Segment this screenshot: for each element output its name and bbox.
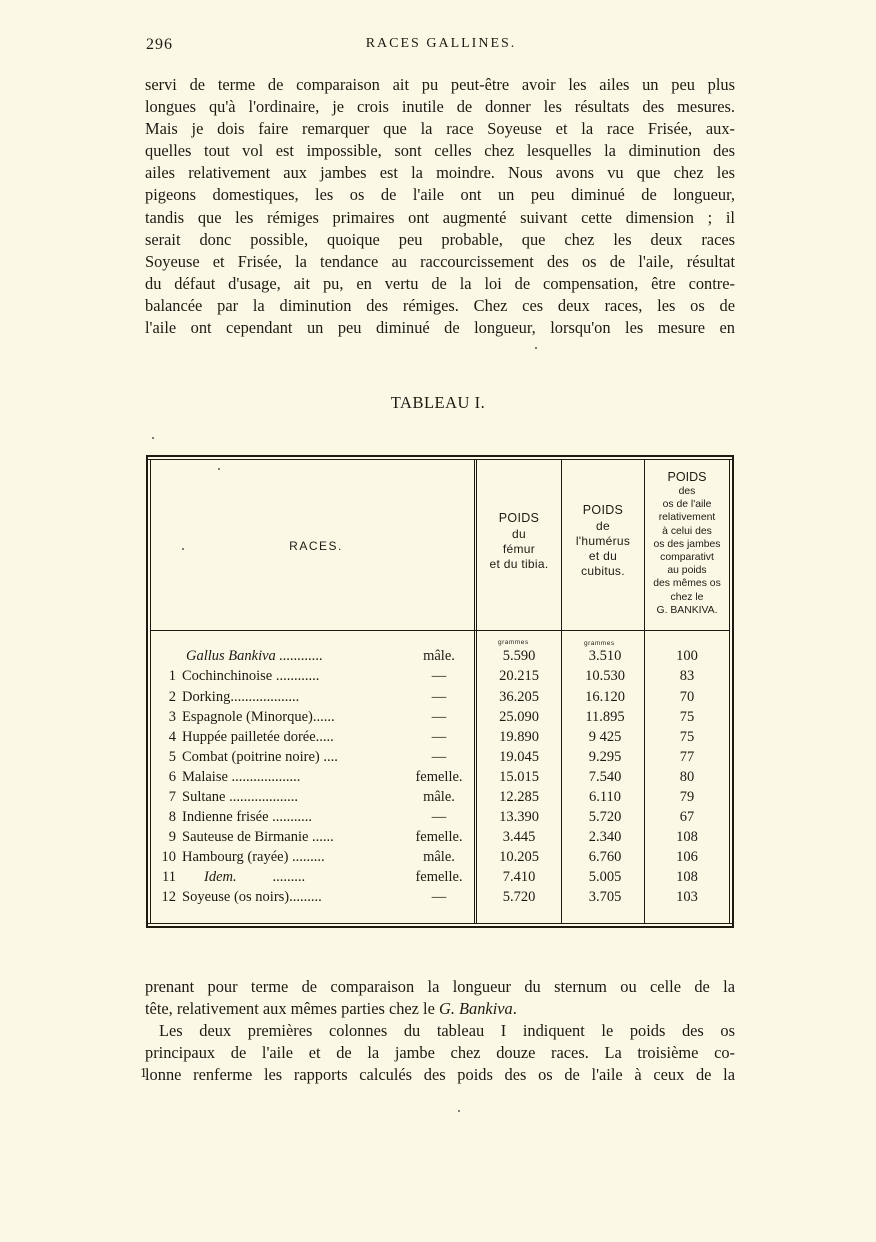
race-name: Malaise ...................: [182, 769, 301, 785]
relative-weight: 100: [676, 648, 698, 664]
text-line: quelles tout vol est impossible, sont celles chez lesquelles la diminution des: [145, 141, 735, 161]
text-line: prenant pour terme de comparaison la longueur du sternum ou celle de la: [145, 977, 735, 996]
table-row: [146, 769, 734, 789]
race-name: Combat (poitrine noire) ....: [182, 749, 338, 765]
paragraph-bottom: [145, 976, 735, 1086]
race-name: Sultane ...................: [182, 789, 298, 805]
femur-tibia-weight: 5.590: [502, 648, 536, 664]
text-line: serait donc possible, quoique peu probable, que chez les deux races: [145, 229, 735, 249]
header-line: et du: [588, 549, 618, 563]
text-line: l'aile ont cependant un peu diminué de longueur, lorsqu'on les mesure en: [145, 318, 735, 338]
data-table: [146, 455, 734, 928]
text-line: tandis que les rémiges primaires ont augmenté suivant cette dimension ; il: [145, 207, 735, 227]
units-label: grammes: [584, 640, 615, 647]
table-title: TABLEAU I.: [390, 393, 486, 412]
header-col2: [562, 502, 644, 579]
paragraph-top: [145, 74, 735, 339]
header-line: au poids: [667, 565, 707, 577]
header-line: des: [678, 486, 696, 497]
femur-tibia-weight: 7.410: [502, 869, 536, 885]
sex: femelle.: [415, 829, 463, 845]
relative-weight: 70: [679, 689, 695, 705]
femur-tibia-weight: 12.285: [499, 789, 539, 805]
text-line: Mais je dois faire remarquer que la race Soyeuse et la race Frisée, aux-: [145, 119, 735, 139]
page-number: 296: [146, 36, 173, 53]
header-line: l'humérus: [575, 534, 631, 548]
relative-weight: 79: [679, 789, 695, 805]
table-row: [146, 809, 734, 829]
header-line: os de l'aile: [662, 499, 712, 511]
femur-tibia-weight: 25.090: [499, 709, 539, 725]
row-number: 11: [162, 869, 176, 885]
header-line: de: [596, 519, 610, 533]
relative-weight: 103: [676, 889, 698, 905]
row-number: 1: [168, 668, 176, 684]
speck: [535, 347, 537, 349]
race-name: Cochinchinoise ............: [182, 668, 320, 684]
sex: femelle.: [415, 869, 463, 885]
margin-mark: 1: [140, 1066, 147, 1081]
humerus-cubitus-weight: 5.005: [588, 869, 622, 885]
race-name: Soyeuse (os noirs).........: [182, 889, 322, 905]
table-row: [146, 749, 734, 769]
race-name: Dorking...................: [182, 689, 300, 705]
race-name: Espagnole (Minorque)......: [182, 709, 335, 725]
race-name: Gallus Bankiva ............: [186, 648, 323, 664]
table-row: [146, 789, 734, 809]
humerus-cubitus-weight: 5.720: [588, 809, 622, 825]
table-row: [146, 889, 734, 909]
sex: —: [431, 709, 447, 725]
text-line: longues qu'à l'ordinaire, je crois inutile de donner les résultats des mesures.: [145, 97, 735, 117]
header-line: et du tibia.: [489, 557, 549, 571]
row-number: 9: [168, 829, 176, 845]
sex: —: [431, 689, 447, 705]
femur-tibia-weight: 13.390: [499, 809, 539, 825]
header-col3: [645, 469, 729, 617]
header-line: POIDS: [667, 470, 707, 484]
header-line: à celui des: [662, 525, 712, 537]
table-rule: [146, 926, 734, 928]
header-line: comparativt: [660, 552, 714, 564]
table-row: [146, 709, 734, 729]
running-title: RACES GALLINES.: [365, 36, 517, 51]
speck: [458, 1110, 460, 1112]
text-line: pigeons domestiques, les os de l'aile ont un peu diminué de longueur,: [145, 185, 735, 205]
humerus-cubitus-weight: 6.110: [588, 789, 622, 805]
femur-tibia-weight: 19.045: [499, 749, 539, 765]
row-number: 2: [168, 689, 176, 705]
humerus-cubitus-weight: 9.295: [588, 749, 622, 765]
table-row: [146, 668, 734, 688]
relative-weight: 108: [676, 829, 698, 845]
table-row: [146, 689, 734, 709]
sex: —: [431, 729, 447, 745]
table-rule: [151, 630, 729, 631]
table-row: [146, 729, 734, 749]
table-row: [146, 829, 734, 849]
header-line: os des jambes: [653, 538, 721, 550]
femur-tibia-weight: 5.720: [502, 889, 536, 905]
text-line: du défaut d'usage, ait pu, en vertu de la loi de compensation, être contre-: [145, 273, 735, 293]
header-line: des mêmes os: [653, 578, 721, 590]
relative-weight: 83: [679, 668, 695, 684]
units-label: grammes: [498, 639, 529, 646]
text-line: tête, relativement aux mêmes parties chez le G. Bankiva.: [145, 999, 517, 1019]
humerus-cubitus-weight: 2.340: [588, 829, 622, 845]
text-line: Les deux premières colonnes du tableau I indiquent le poids des os: [159, 1021, 735, 1041]
header-line: du: [512, 527, 526, 541]
header-col1: [477, 510, 561, 572]
sex: —: [431, 809, 447, 825]
humerus-cubitus-weight: 3.705: [588, 889, 622, 905]
text-line: ailes relativement aux jambes est la moindre. Nous avons vu que chez les: [145, 163, 735, 183]
header-line: G. BANKIVA.: [656, 604, 718, 616]
header-line: cubitus.: [581, 564, 625, 578]
humerus-cubitus-weight: 10.530: [585, 668, 625, 684]
sex: femelle.: [415, 769, 463, 785]
table-row: [146, 648, 734, 668]
row-number: 4: [168, 729, 176, 745]
table-rule: [146, 459, 734, 460]
header-races: RACES.: [289, 539, 343, 553]
text-line: lonne renferme les rapports calculés des poids des os de l'aile à ceux de la: [145, 1065, 735, 1085]
table-rule: [146, 923, 734, 924]
relative-weight: 75: [679, 729, 695, 745]
header-line: POIDS: [582, 503, 624, 517]
race-name: Hambourg (rayée) .........: [182, 849, 325, 865]
race-name: Huppée pailletée dorée.....: [182, 729, 334, 745]
table-row: [146, 849, 734, 869]
row-number: 7: [168, 789, 176, 805]
row-number: 3: [168, 709, 176, 725]
header-line: chez le: [670, 591, 704, 603]
row-number: 8: [168, 809, 176, 825]
femur-tibia-weight: 3.445: [502, 829, 536, 845]
femur-tibia-weight: 19.890: [499, 729, 539, 745]
sex: —: [431, 749, 447, 765]
sex: —: [431, 668, 447, 684]
text-line: balancée par la diminution des rémiges. Chez ces deux races, les os de: [145, 295, 735, 315]
femur-tibia-weight: 36.205: [499, 689, 539, 705]
table-rule: [146, 455, 734, 457]
sex: mâle.: [423, 648, 455, 664]
header-line: relativement: [658, 512, 716, 524]
header-line: fémur: [502, 542, 536, 556]
relative-weight: 108: [676, 869, 698, 885]
race-name: Idem. .........: [204, 869, 306, 885]
race-name: Indienne frisée ...........: [182, 809, 313, 825]
humerus-cubitus-weight: 16.120: [585, 689, 625, 705]
text-line: principaux de l'aile et de la jambe chez douze races. La troisième co-: [145, 1043, 735, 1063]
relative-weight: 67: [679, 809, 695, 825]
row-number: 12: [161, 889, 176, 905]
humerus-cubitus-weight: 7.540: [588, 769, 622, 785]
page-header: [146, 36, 736, 60]
relative-weight: 77: [679, 749, 695, 765]
humerus-cubitus-weight: 3.510: [588, 648, 622, 664]
humerus-cubitus-weight: 11.895: [585, 709, 625, 725]
row-number: 5: [168, 749, 176, 765]
table-row: [146, 869, 734, 889]
speck: [152, 437, 154, 439]
row-number: 6: [168, 769, 176, 785]
relative-weight: 75: [679, 709, 695, 725]
femur-tibia-weight: 15.015: [499, 769, 539, 785]
speck: [218, 468, 220, 470]
row-number: 10: [161, 849, 176, 865]
sex: mâle.: [423, 789, 455, 805]
speck: [182, 548, 184, 550]
header-line: POIDS: [498, 511, 540, 525]
femur-tibia-weight: 10.205: [499, 849, 539, 865]
text-line: Soyeuse et Frisée, la tendance au raccourcissement des os de l'aile, résultat: [145, 251, 735, 271]
humerus-cubitus-weight: 6.760: [588, 849, 622, 865]
race-name: Sauteuse de Birmanie ......: [182, 829, 334, 845]
relative-weight: 80: [679, 769, 695, 785]
sex: mâle.: [423, 849, 455, 865]
humerus-cubitus-weight: 9 425: [588, 729, 622, 745]
relative-weight: 106: [676, 849, 698, 865]
femur-tibia-weight: 20.215: [499, 668, 539, 684]
text-line: servi de terme de comparaison ait pu peut-être avoir les ailes un peu plus: [145, 75, 735, 94]
sex: —: [431, 889, 447, 905]
